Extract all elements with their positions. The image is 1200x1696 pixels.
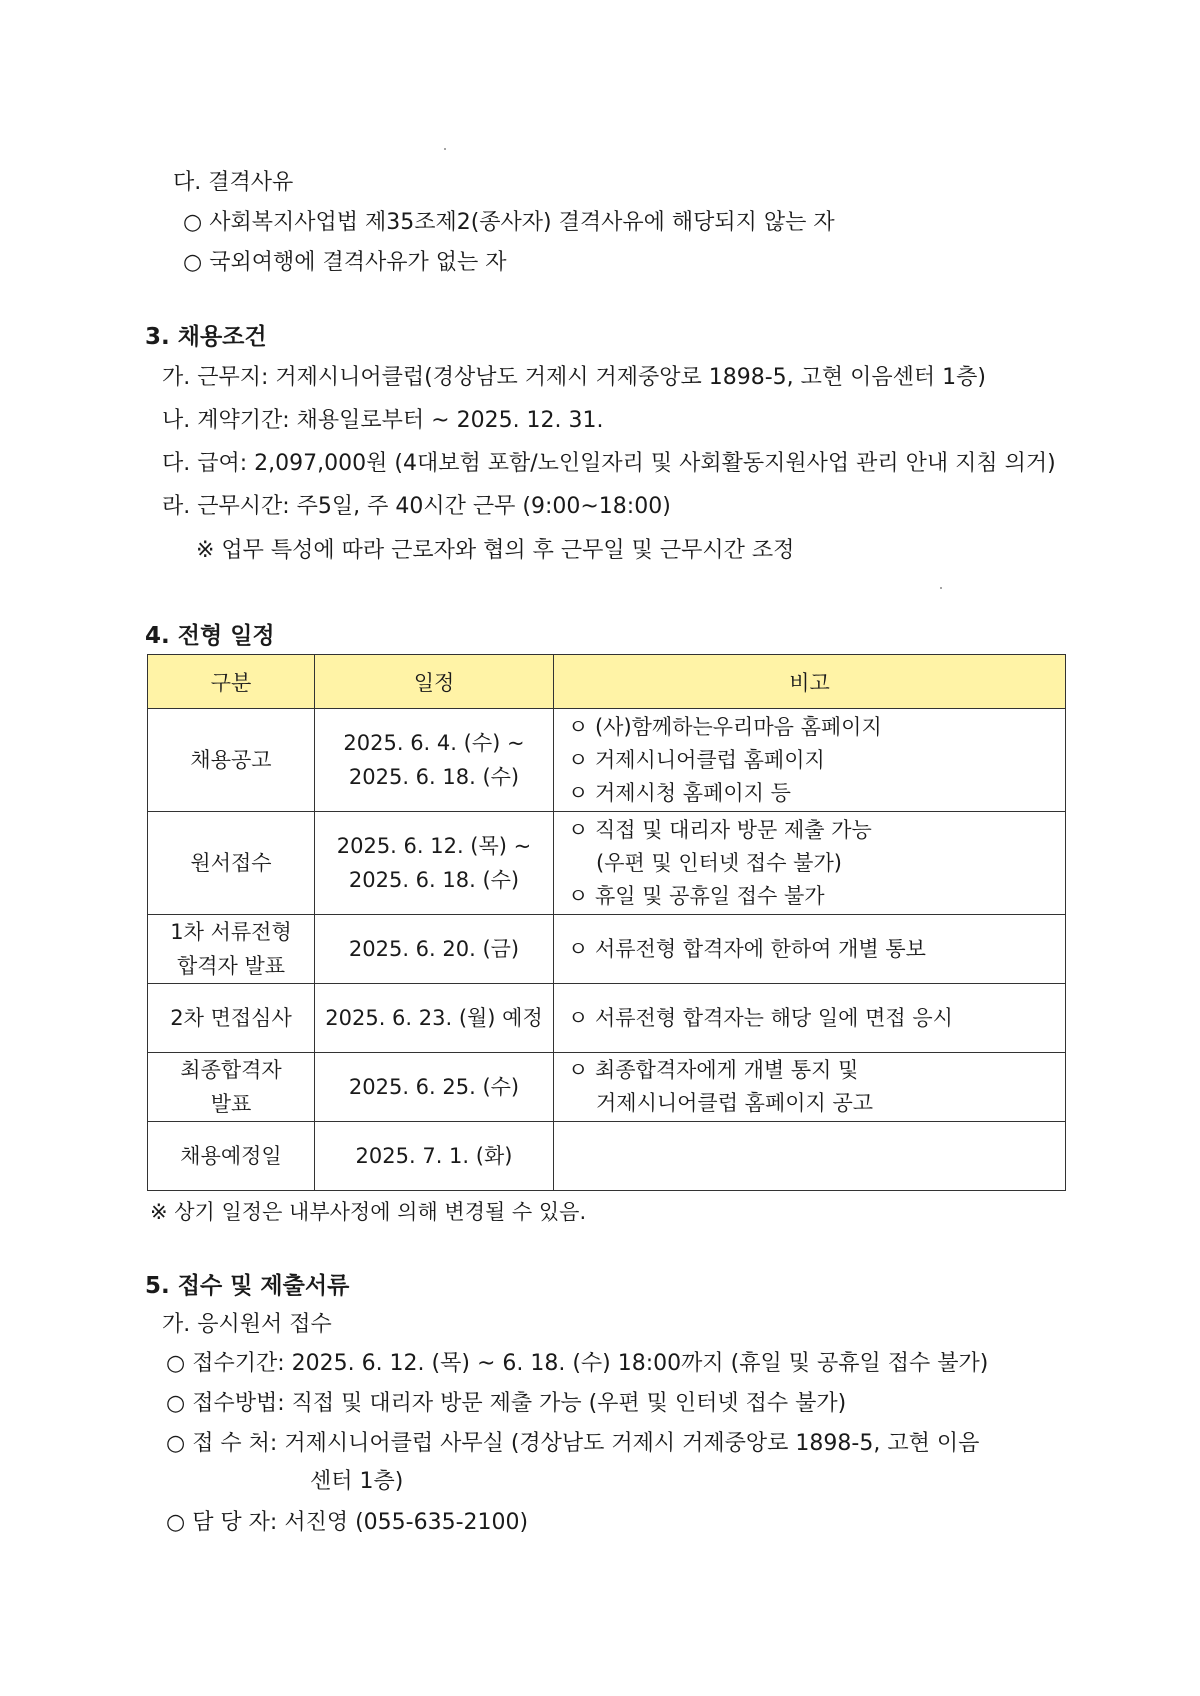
remark-text: ㅇ 최종합격자에게 개별 통지 및	[568, 1058, 859, 1082]
date-text: 2025. 7. 1. (화)	[355, 1144, 513, 1168]
stage-text: 2차 면접심사	[170, 1006, 292, 1030]
stage-cell	[148, 984, 315, 1053]
stage-cell	[148, 812, 315, 915]
header-stage: 구분	[148, 655, 315, 709]
table-header-row	[148, 655, 1066, 709]
date-cell	[315, 709, 554, 812]
section-3-note: ※ 업무 특성에 따라 근로자와 협의 후 근무일 및 근무시간 조정	[196, 538, 795, 563]
stage-text: 합격자 발표	[176, 954, 286, 978]
date-text: 2025. 6. 18. (수)	[348, 765, 520, 789]
date-cell	[315, 812, 554, 915]
stage-cell	[148, 709, 315, 812]
section-2-sub-da: 다. 결격사유	[173, 170, 294, 195]
date-text: 2025. 6. 25. (수)	[348, 1075, 520, 1099]
stage-cell	[148, 1122, 315, 1191]
table-row	[148, 1053, 1066, 1122]
remark-text: ㅇ 직접 및 대리자 방문 제출 가능	[568, 817, 872, 842]
remarks-cell	[554, 915, 1066, 984]
remark-text: 거제시니어클럽 홈페이지 공고	[596, 1091, 874, 1115]
stage-text: 발표	[210, 1092, 252, 1116]
schedule-table	[147, 654, 1066, 1191]
table-row	[148, 812, 1066, 915]
section-5-contact: ○ 담 당 자: 서진영 (055-635-2100)	[166, 1510, 529, 1535]
date-cell	[315, 1122, 554, 1191]
stage-text: 최종합격자	[180, 1058, 282, 1082]
section-4-title: 4. 전형 일정	[145, 623, 275, 649]
section-3-title: 3. 채용조건	[145, 324, 267, 350]
section-5-title: 5. 접수 및 제출서류	[145, 1273, 350, 1299]
section-3-working-hours: 라. 근무시간: 주5일, 주 40시간 근무 (9:00~18:00)	[162, 494, 671, 519]
date-text: 2025. 6. 18. (수)	[348, 868, 520, 892]
section-5-sub-ga: 가. 응시원서 접수	[162, 1312, 332, 1337]
section-3-salary: 다. 급여: 2,097,000원 (4대보험 포함/노인일자리 및 사회활동지원사업 관리 안내 지침 의거)	[162, 451, 1056, 476]
stage-text: 원서접수	[190, 851, 272, 875]
remark-text: ㅇ (사)함께하는우리마음 홈페이지	[568, 714, 882, 739]
remarks-cell	[554, 1122, 1066, 1191]
section-5-method: ○ 접수방법: 직접 및 대리자 방문 제출 가능 (우편 및 인터넷 접수 불가)	[166, 1391, 847, 1416]
date-text: 2025. 6. 12. (목) ~	[336, 834, 532, 858]
section-2-bullet-1: ○ 사회복지사업법 제35조제2(종사자) 결격사유에 해당되지 않는 자	[183, 210, 835, 235]
scan-speck	[444, 148, 446, 150]
remark-text: ㅇ 거제시니어클럽 홈페이지	[568, 747, 825, 772]
table-row	[148, 915, 1066, 984]
stage-text: 채용공고	[190, 748, 272, 772]
stage-text: 채용예정일	[180, 1144, 282, 1168]
header-remarks: 비고	[554, 655, 1066, 709]
remark-text: ㅇ 휴일 및 공휴일 접수 불가	[568, 883, 825, 908]
remark-text: ㅇ 거제시청 홈페이지 등	[568, 780, 791, 805]
stage-text: 1차 서류전형	[170, 920, 292, 944]
remark-text: (우편 및 인터넷 접수 불가)	[596, 850, 842, 875]
table-row	[148, 1122, 1066, 1191]
remarks-cell	[554, 1053, 1066, 1122]
date-text: 2025. 6. 4. (수) ~	[343, 731, 525, 755]
section-5-place: ○ 접 수 처: 거제시니어클럽 사무실 (경상남도 거제시 거제중앙로 1898-5, 고현 이음	[166, 1431, 980, 1456]
table-row	[148, 984, 1066, 1053]
stage-cell	[148, 1053, 315, 1122]
section-5-place-cont: 센터 1층)	[310, 1469, 404, 1494]
remarks-cell	[554, 709, 1066, 812]
date-text: 2025. 6. 23. (월) 예정	[325, 1006, 543, 1030]
header-date: 일정	[315, 655, 554, 709]
date-cell	[315, 984, 554, 1053]
remarks-cell	[554, 984, 1066, 1053]
section-3-contract-period: 나. 계약기간: 채용일로부터 ~ 2025. 12. 31.	[162, 408, 604, 433]
date-cell	[315, 915, 554, 984]
remarks-cell	[554, 812, 1066, 915]
date-text: 2025. 6. 20. (금)	[348, 937, 520, 961]
section-2-bullet-2: ○ 국외여행에 결격사유가 없는 자	[183, 250, 507, 275]
stage-cell	[148, 915, 315, 984]
remark-text: ㅇ 서류전형 합격자는 해당 일에 면접 응시	[568, 1005, 953, 1030]
scan-speck	[940, 587, 942, 589]
section-5-period: ○ 접수기간: 2025. 6. 12. (목) ~ 6. 18. (수) 18:00까지 (휴일 및 공휴일 접수 불가)	[166, 1351, 989, 1376]
date-cell	[315, 1053, 554, 1122]
remark-text: ㅇ 서류전형 합격자에 한하여 개별 통보	[568, 936, 926, 961]
table-row	[148, 709, 1066, 812]
section-3-workplace: 가. 근무지: 거제시니어클럽(경상남도 거제시 거제중앙로 1898-5, 고현 이음센터 1층)	[162, 365, 986, 390]
schedule-footnote: ※ 상기 일정은 내부사정에 의해 변경될 수 있음.	[150, 1200, 587, 1224]
